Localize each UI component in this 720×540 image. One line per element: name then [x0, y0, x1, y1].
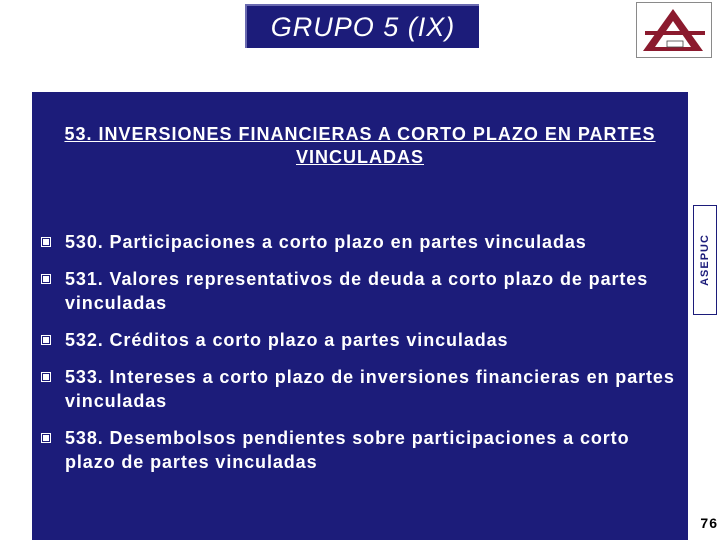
asepuc-logo [636, 2, 712, 58]
page-number: 76 [700, 515, 718, 531]
list-item [40, 365, 680, 413]
list-item [40, 426, 680, 474]
account-list [40, 230, 680, 487]
list-item-text: 538. Desembolsos pendientes sobre participaciones a corto plazo de partes vinculadas [65, 428, 630, 472]
list-item [40, 328, 680, 352]
list-item-text: 531. Valores representativos de deuda a corto plazo de partes vinculadas [65, 269, 649, 313]
section-heading: 53. INVERSIONES FINANCIERAS A CORTO PLAZO EN PARTES VINCULADAS [64, 124, 656, 167]
square-bullet-icon [42, 373, 50, 381]
list-item [40, 230, 680, 254]
slide-title-box [245, 4, 479, 48]
square-bullet-icon [42, 434, 50, 442]
square-bullet-icon [42, 238, 50, 246]
side-label-text: ASEPUC [699, 234, 711, 286]
slide-title: GRUPO 5 (IX) [270, 11, 456, 42]
list-item-text: 532. Créditos a corto plazo a partes vinculadas [65, 330, 509, 350]
list-item-text: 530. Participaciones a corto plazo en partes vinculadas [65, 232, 587, 252]
list-item-text: 533. Intereses a corto plazo de inversiones financieras en partes vinculadas [65, 367, 675, 411]
list-item [40, 267, 680, 315]
square-bullet-icon [42, 275, 50, 283]
asepuc-side-label [693, 205, 717, 315]
square-bullet-icon [42, 336, 50, 344]
